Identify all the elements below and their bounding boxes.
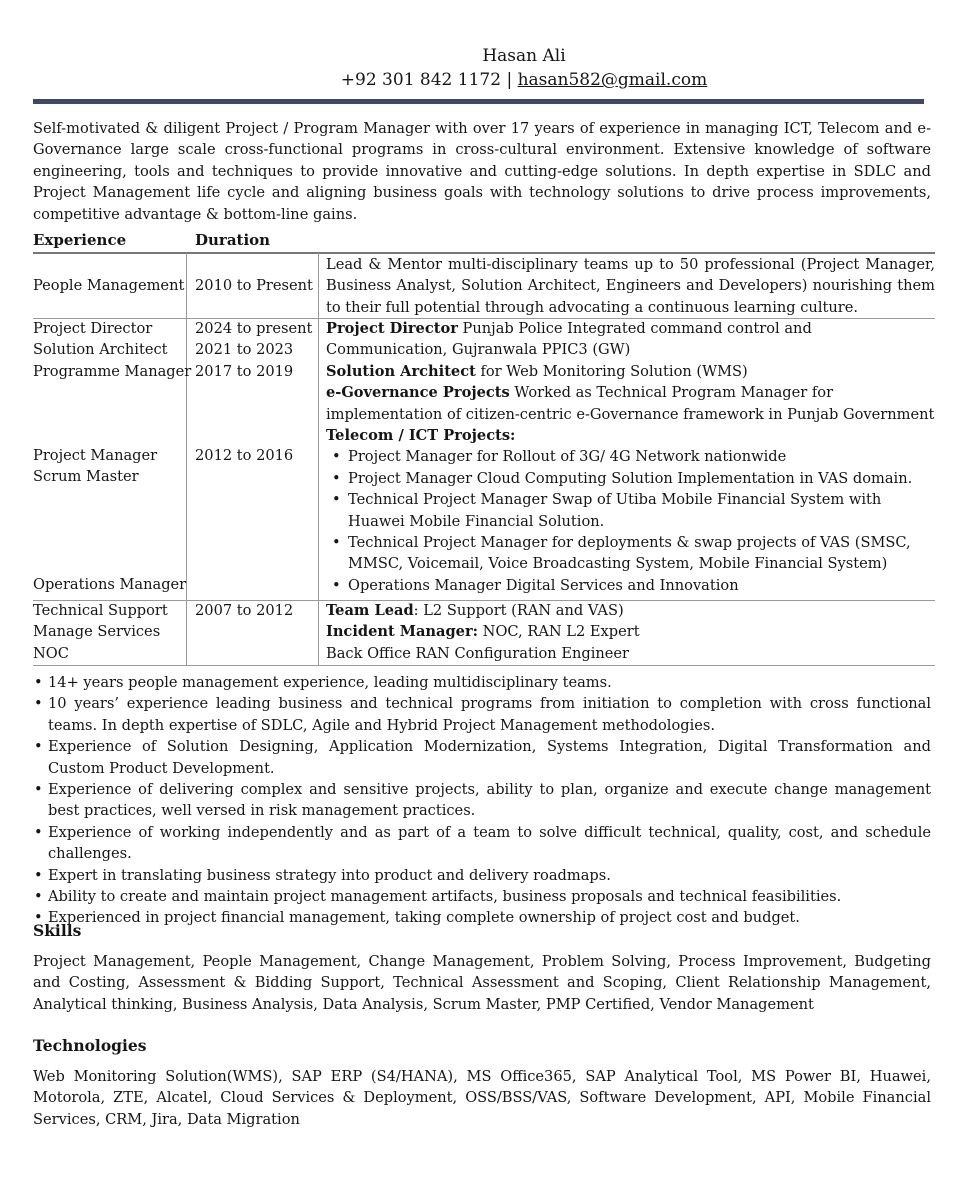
role-item: Manage Services: [33, 623, 161, 641]
list-item: • Ability to create and maintain project management artifacts, business proposals and technical feasibilities.: [33, 886, 931, 907]
phone-number: +92 301 842 1172: [340, 70, 502, 90]
profile-summary: Self-motivated & diligent Project / Program Manager with over 17 years of experience in managing ICT, Telecom and e-Governance large scale cross-functional programs in cross-cultural environment. Extensive knowledge of software engineering, tools and techniques to provide innovative and cutting-edge solutions. In depth expertise in SDLC and Project Management life cycle and aligning business goals with technology solutions to drive process improvements, competitive advantage & bottom-line gains.: [33, 120, 931, 223]
list-item: • Project Manager for Rollout of 3G/ 4G Network nationwide: [326, 446, 935, 467]
pm-roles: [33, 445, 157, 488]
row2-durations: [195, 318, 312, 382]
row1-description: Lead & Mentor multi-disciplinary teams up to 50 professional (Project Manager, Business Analyst, Solution Architect, Engineers and Developers) nourishing them to their full potential through advocating a continuous learning culture.: [326, 256, 935, 316]
row2-description: [326, 318, 935, 596]
list-item: • Experience of delivering complex and sensitive projects, ability to plan, organize and execute change management best practices, well versed in risk management practices.: [33, 779, 931, 822]
email-link[interactable]: hasan582@gmail.com: [517, 70, 708, 90]
entry-title: Incident Manager:: [326, 623, 479, 641]
list-item: • Experienced in project financial management, taking complete ownership of project cost and budget.: [33, 907, 931, 928]
table-bottom-rule: [33, 665, 935, 666]
role-item: Technical Support: [33, 602, 168, 619]
project-director-entry: [326, 318, 935, 361]
experience-column-header: Experience: [33, 231, 127, 249]
contact-separator: |: [506, 70, 513, 90]
entry-title: e-Governance Projects: [326, 384, 510, 402]
contact-line: [74, 68, 974, 92]
row1-role: People Management: [33, 277, 185, 294]
list-item: • Experience of Solution Designing, Application Modernization, Systems Integration, Digital Transformation and Custom Product Development.: [33, 736, 931, 779]
row2-roles: [33, 318, 191, 382]
row1-duration: 2010 to Present: [195, 277, 313, 294]
solution-architect-entry: [326, 361, 935, 382]
duration-column-header: Duration: [195, 231, 271, 249]
technologies-heading: Technologies: [33, 1036, 147, 1055]
table-column-divider: [318, 253, 319, 665]
technologies-text: Web Monitoring Solution(WMS), SAP ERP (S4/HANA), MS Office365, SAP Analytical Tool, MS Power BI, Huawei, Motorola, ZTE, Alcatel, Cloud Services & Deployment, OSS/BSS/VAS, Software Development, API, Mobile Financial Services, CRM, Jira, Data Migration: [33, 1068, 931, 1128]
row3-roles: [33, 600, 168, 664]
list-item: • Technical Project Manager for deployments & swap projects of VAS (SMSC, MMSC, Voicemail, Voice Broadcasting System, Mobile Financial System): [326, 532, 935, 575]
team-lead-entry: [326, 600, 935, 621]
list-item: • Technical Project Manager Swap of Utiba Mobile Financial System with Huawei Mobile Financial Solution.: [326, 489, 935, 532]
pm-duration: 2012 to 2016: [195, 447, 294, 464]
candidate-name: Hasan Ali: [482, 46, 566, 66]
entry-text: Worked as Technical Program Manager for implementation of citizen-centric e-Governance framework in Punjab Government: [326, 384, 935, 423]
duration-item: 2024 to present: [195, 320, 313, 337]
telecom-heading: Telecom / ICT Projects:: [326, 427, 516, 445]
telecom-project-list: [326, 446, 935, 596]
list-item: • Operations Manager Digital Services and Innovation: [326, 575, 935, 596]
back-office-entry: Back Office RAN Configuration Engineer: [326, 644, 630, 662]
resume-header: [0, 44, 974, 92]
row3-description: [326, 600, 935, 664]
list-item: • Expert in translating business strategy into product and delivery roadmaps.: [33, 865, 931, 886]
duration-item: 2017 to 2019: [195, 362, 294, 380]
row3-duration: 2007 to 2012: [195, 602, 294, 619]
entry-title: Project Director: [326, 320, 458, 337]
list-item: • 10 years’ experience leading business and technical programs from initiation to completion with cross functional teams. In depth expertise of SDLC, Agile and Hybrid Project Management methodologies.: [33, 693, 931, 736]
ops-role: Operations Manager: [33, 576, 187, 593]
entry-text: for Web Monitoring Solution (WMS): [475, 362, 748, 380]
list-item: • Experience of working independently and as part of a team to solve difficult technical, quality, cost, and schedule challenges.: [33, 822, 931, 865]
role-item: Project Director: [33, 320, 153, 337]
list-item: • 14+ years people management experience, leading multidisciplinary teams.: [33, 672, 931, 693]
entry-text: Punjab Police Integrated command control and Communication, Gujranwala PPIC3 (GW): [326, 320, 812, 359]
role-item: NOC: [33, 644, 69, 662]
entry-text: : L2 Support (RAN and VAS): [413, 602, 624, 619]
role-item: Solution Architect: [33, 341, 168, 359]
highlights-list: [33, 672, 931, 929]
incident-manager-entry: [326, 621, 935, 642]
egovernance-entry: [326, 382, 935, 425]
role-item: Programme Manager: [33, 362, 192, 380]
entry-title: Solution Architect: [326, 362, 476, 380]
role-item: Scrum Master: [33, 468, 139, 486]
skills-heading: Skills: [33, 921, 82, 940]
entry-title: Team Lead: [326, 602, 414, 619]
header-rule: [33, 99, 924, 104]
list-item: • Project Manager Cloud Computing Solution Implementation in VAS domain.: [326, 468, 935, 489]
role-item: Project Manager: [33, 447, 158, 464]
table-column-divider: [186, 253, 187, 665]
skills-text: Project Management, People Management, Change Management, Problem Solving, Process Improvement, Budgeting and Costing, Assessment & Bidding Support, Technical Assessment and Scoping, Client Relationship Management, Analytical thinking, Business Analysis, Data Analysis, Scrum Master, PMP Certified, Vendor Management: [33, 953, 931, 1013]
duration-item: 2021 to 2023: [195, 341, 294, 359]
entry-text: NOC, RAN L2 Expert: [478, 623, 640, 641]
